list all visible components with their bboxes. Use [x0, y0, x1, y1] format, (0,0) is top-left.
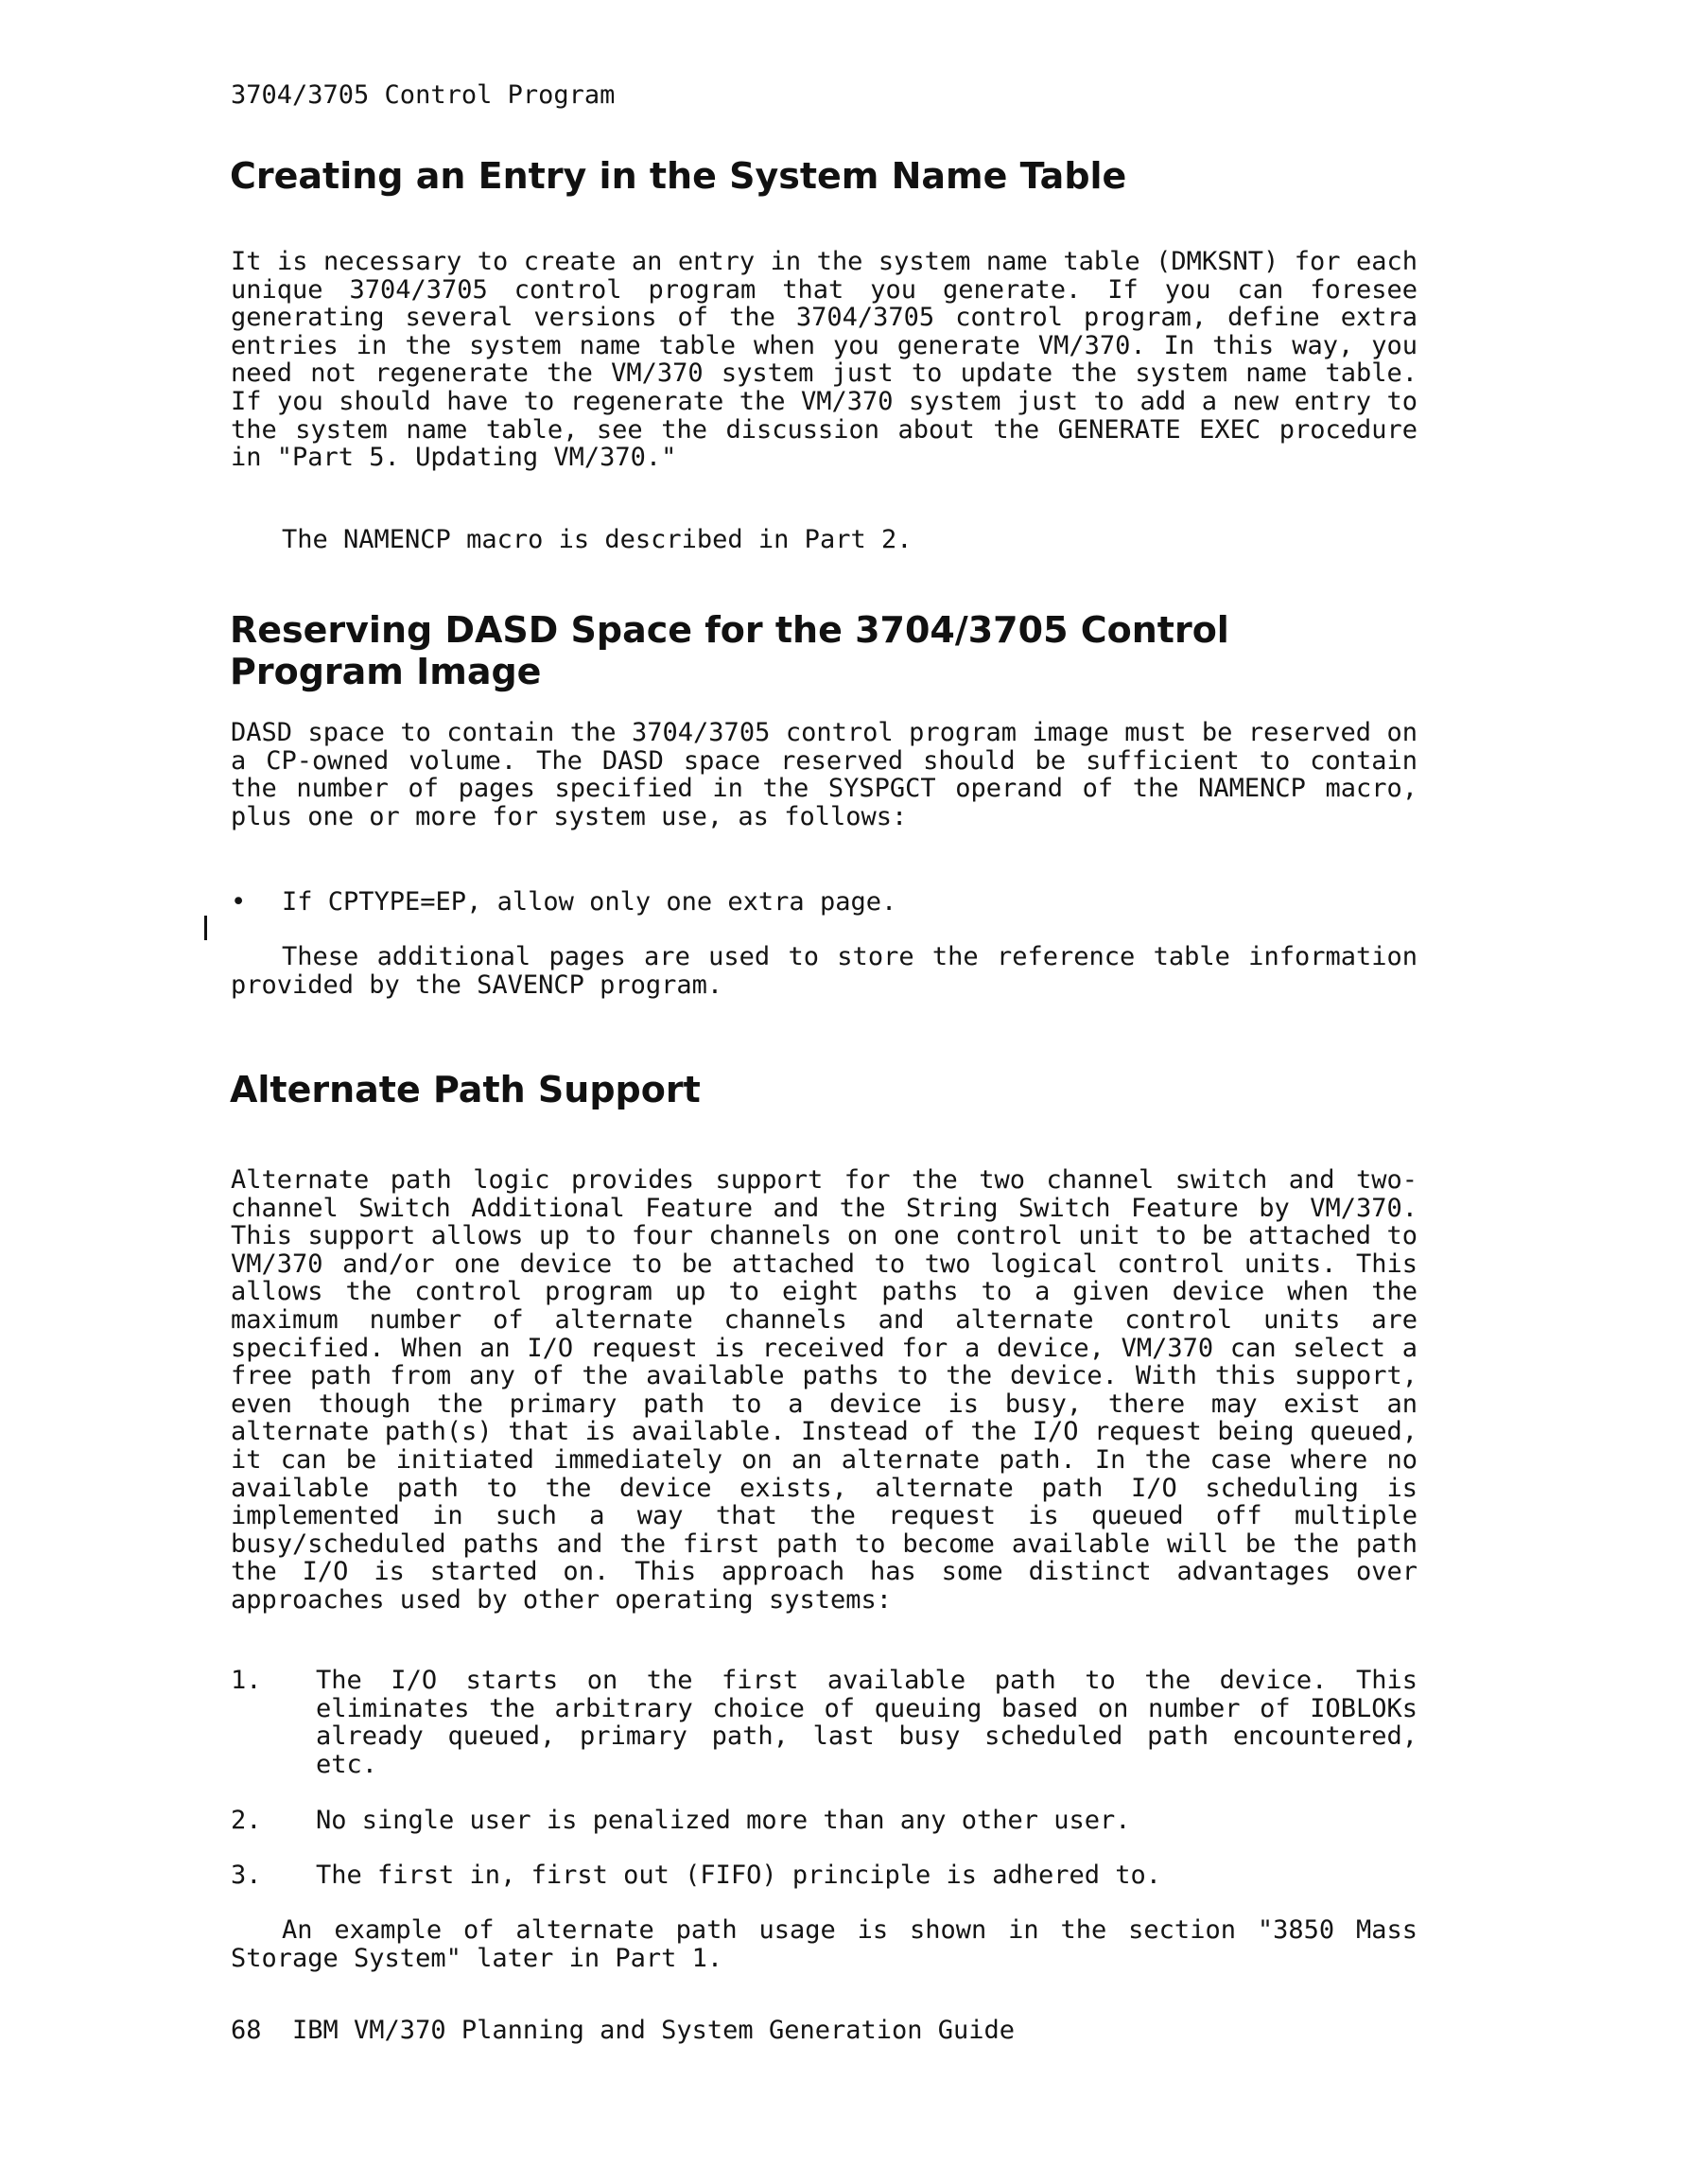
running-head: 3704/3705 Control Program: [231, 80, 616, 110]
bullet-text: If CPTYPE=EP, allow only one extra page.: [282, 887, 897, 917]
list-item-text: No single user is penalized more than any other user.: [316, 1806, 1131, 1835]
heading-line-2: Program Image: [230, 651, 542, 692]
paragraph-namencp-reference: The NAMENCP macro is described in Part 2.: [282, 525, 913, 554]
list-item-number: 2.: [231, 1806, 262, 1835]
heading-system-name-table: Creating an Entry in the System Name Table: [230, 155, 1127, 197]
list-item-number: 1.: [231, 1666, 262, 1695]
heading-reserving-dasd-space: [230, 609, 1229, 692]
paragraph-example-reference: An example of alternate path usage is shown in the section "3850 Mass Storage System" later in Part 1.: [231, 1915, 1417, 1973]
heading-line-1: Reserving DASD Space for the 3704/3705 Control: [230, 609, 1229, 651]
paragraph-additional-pages: These additional pages are used to store the reference table information provided by the SAVENCP program.: [231, 942, 1417, 1000]
revision-change-bar: [204, 916, 207, 940]
paragraph-alternate-path: Alternate path logic provides support for the two channel switch and two-channel Switch Additional Feature and the String Switch Feature by VM/370. This support allows up to four channels on one control unit to be attached to VM/370 and/or one device to be attached to two logical control units. This allows the control program up to eight paths to a given device when the maximum number of alternate channels and alternate control units are specified. When an I/O request is received for a device, VM/370 can select a free path from any of the available paths to the device. With this support, even though the primary path to a device is busy, there may exist an alternate path(s) that is available. Instead of the I/O request being queued, it can be initiated immediately on an alternate path. In the case where no available path to the device exists, alternate path I/O scheduling is implemented in such a way that the request is queued off multiple busy/scheduled paths and the first path to become available will be the path the I/O is started on. This approach has some distinct advantages over approaches used by other operating systems:: [231, 1165, 1417, 1615]
paragraph-system-name-table: It is necessary to create an entry in the system name table (DMKSNT) for each unique 3704/3705 control program that you generate. If you can foresee generating several versions of the 3704/3705 control program, define extra entries in the system name table when you generate VM/370. In this way, you need not regenerate the VM/370 system just to update the system name table. If you should have to regenerate the VM/370 system just to add a new entry to the system name table, see the discussion about the GENERATE EXEC procedure in "Part 5. Updating VM/370.": [231, 247, 1417, 473]
bullet-marker: •: [231, 887, 247, 917]
page-footer: 68 IBM VM/370 Planning and System Generation Guide: [231, 2016, 1016, 2045]
list-item-text: The I/O starts on the first available path to the device. This eliminates the arbitrary choice of queuing based on number of IOBLOKs already queued, primary path, last busy scheduled path encountered, etc.: [316, 1666, 1417, 1779]
heading-alternate-path-support: Alternate Path Support: [230, 1069, 701, 1110]
paragraph-dasd-space: DASD space to contain the 3704/3705 control program image must be reserved on a CP-owned volume. The DASD space reserved should be sufficient to contain the number of pages specified in the SYSPGCT operand of the NAMENCP macro, plus one or more for system use, as follows:: [231, 718, 1417, 831]
list-item-number: 3.: [231, 1861, 262, 1890]
list-item-text: The first in, first out (FIFO) principle is adhered to.: [316, 1861, 1162, 1890]
